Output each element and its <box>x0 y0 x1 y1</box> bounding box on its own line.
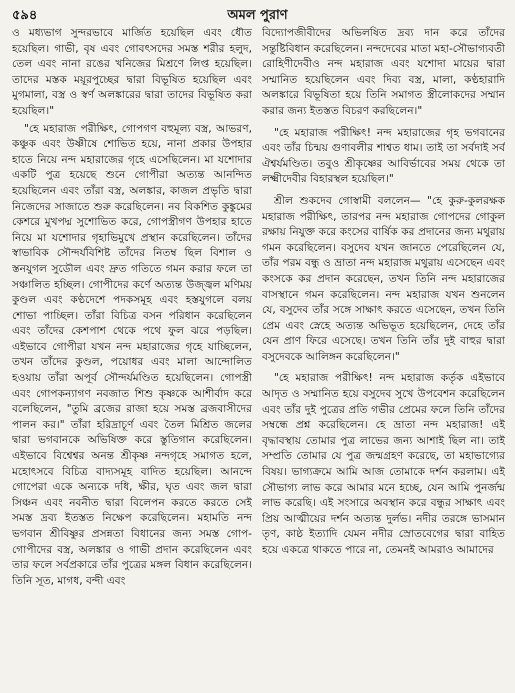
right-paragraph-4: "হে মহারাজ পরীক্ষিৎ! নন্দ মহারাজ কর্তৃক এইভাবে আদৃত ও সম্মানিত হয়ে বসুদেব সুখে উপবেশন করেছিলেন এবং তাঁর দুই পুত্রের প্রতি গভীর প্রেমের ফলে তিনি তাঁদের সম্বন্ধে প্রশ্ন করেছিলেন। হে ভ্রাতা নন্দ মহারাজ! এই বৃদ্ধাবস্থায় তোমার পুত্র লাভের জন্য আশাই ছিল না। তাই সম্প্রতি তোমার যে পুত্র জন্মগ্রহণ করেছে, তা মহাভাগ্যের বিষয়। ভাগ্যক্রমে আমি আজ তোমাকে দর্শন করলাম। এই সৌভাগ্য লাভ করে আমার মনে হচ্ছে, যেন আমি পুনর্জন্ম লাভ করেছি। এই সংসারে অবস্থান করে বন্ধুর সাক্ষাৎ এবং প্রিয় আত্মীয়ের দর্শন অত্যন্ত দুর্লভ। নদীর তরঙ্গে ভাসমান তৃণ, কাষ্ঠ ইত্যাদি যেমন নদীর স্রোতবেগের দ্বারা বাহিত হয়ে একত্রে থাকতে পারে না, তেমনই আমরাও আমাদের <box>262 372 505 556</box>
right-paragraph-1: বিদ্যোপজীবীদের অভিলষিত দ্রব্য দান করে তাঁদের সন্তুষ্টিবিধান করেছিলেন। নন্দদেবের মাতা মহা-সৌভাগ্যবতী রোহিণীদেবীও নন্দ মহারাজ এবং যশোদা মায়ের দ্বারা সম্মানিত হয়েছিলেন এবং দিব্য বস্ত্র, মালা, কণ্ঠহারাদি অলঙ্কারে বিভূষিতা হয়ে তিনি সমাগত স্ত্রীলোকদের সম্মান করার জন্য ইতস্তত বিচরণ করছিলেন।" <box>262 27 505 117</box>
running-title: অমল পুরাণ <box>227 8 288 23</box>
left-column <box>12 26 252 690</box>
left-paragraph-1: ও মধ্যভাগ সুন্দরভাবে মার্জিত হয়েছিল এবং ধৌত হয়েছিল। গাভী, বৃষ এবং গোবৎসদের সমস্ত শরীর হলুদ, তেল এবং নানা রঙের খনিজের মিশ্রণে লিপ্ত হয়েছিল। তাদের মস্তক ময়ূরপুচ্ছের দ্বারা বিভূষিত হয়েছিল এবং মুগমালা, বস্ত্র ও স্বর্ণ অলঙ্কারের দ্বারা তাদের বিভূষিত করা হয়েছিল।" <box>12 27 252 117</box>
page-header <box>12 4 503 24</box>
right-paragraph-3: শ্রীল শুকদেব গোস্বামী বললেন— "হে কুরু-কুলরক্ষক মহারাজ পরীক্ষিৎ, তারপর নন্দ মহারাজ গোপদের গোকুল রক্ষায় নিযুক্ত করে কংসের বার্ষিক কর প্রদানের জন্য মথুরায় গমন করেছিলেন। বসুদেব যখন জানতে পেরেছিলেন যে, তাঁর পরম বন্ধু ও ভ্রাতা নন্দ মহারাজ মথুরায় এসেছেন এবং কংসকে কর প্রদান করেছেন, তখন তিনি নন্দ মহারাজের বাসস্থানে গমন করেছিলেন। নন্দ মহারাজ যখন শুনলেন যে, বসুদেব তাঁর সঙ্গে সাক্ষাৎ করতে এসেছেন, তখন তিনি প্রেম এবং স্নেহে অত্যন্ত অভিভূত হয়েছিলেন, দেহে তাঁর যেন প্রাণ ফিরে এসেছে। তখন তিনি তাঁর দুই বাহুর দ্বারা বসুদেবকে আলিঙ্গন করেছিলেন।" <box>262 194 505 363</box>
right-column <box>262 26 505 690</box>
page-number: ৫৯৪ <box>12 8 38 23</box>
right-paragraph-2: "হে মহারাজ পরীক্ষিৎ! নন্দ মহারাজের গৃহ ভগবানের এবং তাঁর চিন্ময় গুণাবলীর শাশ্বত ধাম। তাই তা সর্বদাই সর্ব ঐশ্বর্যমণ্ডিত। তবুও শ্রীকৃষ্ণের আবির্ভাবের সময় থেকে তা লক্ষ্মীদেবীর বিহারস্থল হয়েছিল।" <box>262 126 505 186</box>
left-paragraph-2: "হে মহারাজ পরীক্ষিৎ, গোপগণ বহুমূল্য বস্ত্র, আভরণ, কঞ্চুক এবং উষ্ণীষে শোভিত হয়ে, নানা প্রকার উপহার হাতে নিয়ে নন্দ মহারাজের গৃহে এসেছিলেন। মা যশোদার একটি পুত্র হয়েছে শুনে গোপীরা অত্যন্ত আনন্দিত হয়েছিলেন এবং তাঁরা বস্ত্র, অলঙ্কার, কাজল প্রভৃতি দ্বারা নিজেদের সাজাতে শুরু করেছিলেন। নব বিকশিত কুঙ্কুমের কেশরে মুখপদ্ম সুশোভিত করে, গোপস্ত্রীগণ উপহার হাতে নিয়ে মা যশোদার গৃহাভিমুখে প্রস্থান করেছিলেন। তাঁদের স্বাভাবিক সৌন্দর্যবিশিষ্ট তাঁদের নিতম্ব ছিল বিশাল ও স্তনযুগল সুডৌল এবং দ্রুত গতিতে গমন করার ফলে তা সঞ্চালিত হচ্ছিল। গোপীদের কর্ণে অত্যন্ত উজ্জ্বল মণিময় কুণ্ডল এবং কণ্ঠদেশে পদকসমূহ এবং হস্তযুগলে বলয় শোভা পাচ্ছিল। তাঁরা বিচিত্র বসন পরিধান করেছিলেন এবং তাঁদের কেশপাশ থেকে পথে ফুল ঝরে পড়ছিল। এইভাবে গোপীরা যখন নন্দ মহারাজের গৃহে যাচ্ছিলেন, তখন তাঁদের কুণ্ডল, পয়োধর এবং মালা আন্দোলিত হওয়ায় তাঁরা অপূর্ব সৌন্দর্যমণ্ডিত হয়েছিলেন। গোপস্ত্রী এবং গোপকন্যাগণ নবজাত শিশু কৃষ্ণকে আশীর্বাদ করে বলেছিলেন, "তুমি ব্রজের রাজা হয়ে সমস্ত ব্রজবাসীদের পালন কর।" তাঁরা হরিদ্রাচূর্ণ এবং তৈল মিশ্রিত জলের দ্বারা ভগবানকে অভিষিক্ত করে স্তুতিগান করেছিলেন। এইভাবে বিশ্বেশ্বর অনন্ত শ্রীকৃষ্ণ নন্দগৃহে সমাগত হলে, মহোৎসবে বিচিত্র বাদ্যসমূহ বাদিত হয়েছিল। আনন্দে গোপেরা একে অন্যকে দধি, ক্ষীর, ঘৃত এবং জল দ্বারা সিঞ্চন এবং নবনীত দ্বারা বিলেপন করতে করতে সেই সমস্ত দ্রব্য ইতস্তত নিক্ষেপ করেছিলেন। মহামতি নন্দ ভগবান শ্রীবিষ্ণুর প্রসন্নতা বিধানের জন্য সমস্ত গোপ-গোপীদের বস্ত্র, অলঙ্কার ও গাভী প্রদান করেছিলেন এবং তার ফলে সর্বপ্রকারে তাঁর পুত্রের মঙ্গল বিধান করেছিলেন। তিনি সূত, মাগধ, বন্দী এবং <box>12 122 252 587</box>
